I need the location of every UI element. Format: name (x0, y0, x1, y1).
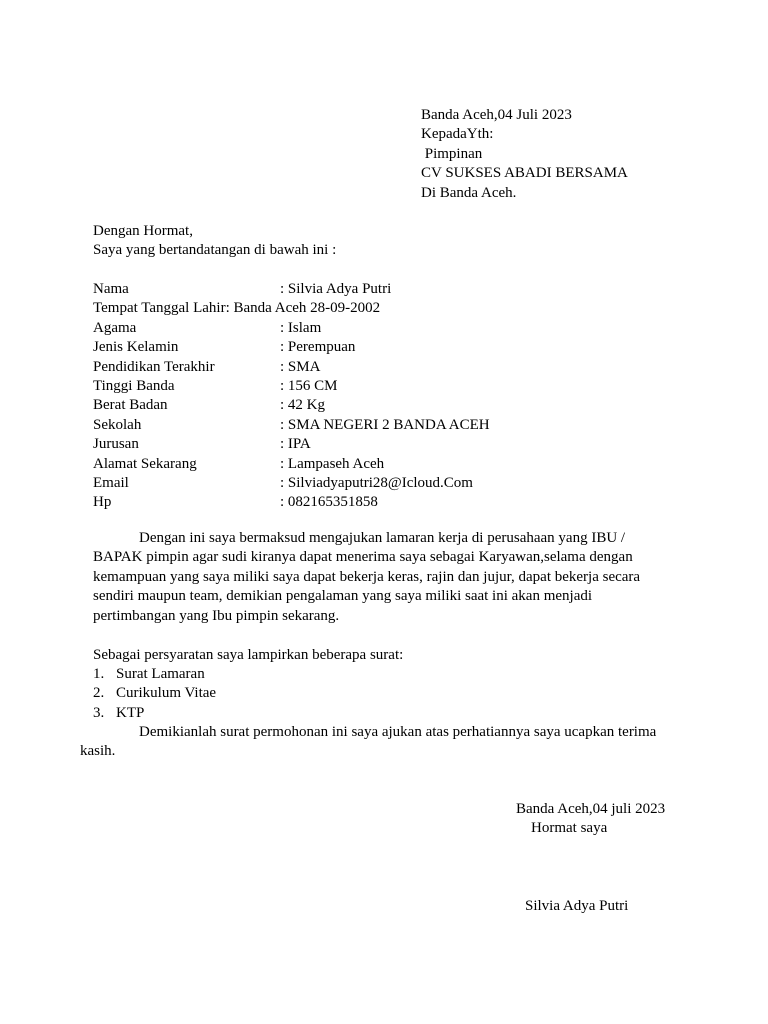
body-paragraph (93, 529, 640, 626)
info-row-education (93, 358, 693, 377)
intro-line: Saya yang bertandatangan di bawah ini : (93, 242, 337, 259)
info-row-major (93, 435, 693, 454)
list-number: 3. (93, 704, 105, 721)
opening-block (93, 222, 336, 261)
info-label: Tinggi Banda (93, 377, 175, 394)
info-row-phone (93, 493, 693, 512)
info-value: : Islam (280, 319, 322, 336)
signature-regards: Hormat saya (531, 820, 608, 836)
list-text: KTP (116, 704, 145, 721)
body-line: BAPAK pimpin agar sudi kiranya dapat menerima saya sebagai Karyawan,selama dengan (93, 549, 633, 566)
list-item (93, 665, 393, 684)
closing-line: Demikianlah surat permohonan ini saya ajukan atas perhatiannya saya ucapkan terima (139, 724, 657, 740)
body-line: pertimbangan yang Ibu pimpin sekarang. (93, 607, 340, 624)
info-label: Pendidikan Terakhir (93, 358, 215, 375)
info-value: : 156 CM (280, 377, 338, 394)
recipient-title: Pimpinan (421, 145, 483, 162)
list-text: Surat Lamaran (116, 666, 205, 682)
attachments-intro: Sebagai persyaratan saya lampirkan beberapa surat: (93, 647, 404, 663)
info-label: Nama (93, 281, 129, 297)
info-label: Email (93, 474, 129, 491)
signature-date: Banda Aceh,04 juli 2023 (516, 801, 666, 817)
info-value: : SMA (280, 358, 321, 375)
info-label: Jenis Kelamin (93, 339, 179, 356)
letter-date: Banda Aceh,04 Juli 2023 (421, 107, 572, 123)
info-row-weight (93, 396, 693, 415)
info-value: : Lampaseh Aceh (280, 455, 385, 472)
info-row-school (93, 416, 693, 435)
info-row-height (93, 377, 693, 396)
body-line: kemampuan yang saya miliki saya dapat bekerja keras, rajin dan jujur, dapat bekerja secara (93, 568, 641, 585)
list-item (93, 684, 393, 703)
info-row-gender (93, 338, 693, 357)
personal-info-list (93, 280, 693, 513)
info-label: Jurusan (93, 436, 139, 453)
info-value: : SMA NEGERI 2 BANDA ACEH (280, 416, 490, 433)
info-value: : IPA (280, 436, 311, 453)
info-label: Tempat Tanggal Lahir: Banda Aceh 28-09-2002 (93, 300, 381, 317)
info-row-birth (93, 299, 693, 318)
list-number: 2. (93, 685, 105, 702)
info-label: Berat Badan (93, 397, 168, 414)
closing-line: kasih. (80, 743, 116, 760)
info-value: : 42 Kg (280, 397, 325, 414)
info-value: : 082165351858 (280, 494, 378, 511)
body-line: Dengan ini saya bermaksud mengajukan lamaran kerja di perusahaan yang IBU / (139, 530, 626, 546)
attachments-block (93, 646, 403, 665)
info-value: : Silvia Adya Putri (280, 281, 392, 297)
info-label: Agama (93, 319, 137, 336)
info-label: Sekolah (93, 416, 142, 433)
info-label: Alamat Sekarang (93, 455, 197, 472)
recipient-block (421, 106, 628, 203)
greeting: Dengan Hormat, (93, 223, 193, 239)
info-row-address (93, 455, 693, 474)
body-line: sendiri maupun team, demikian pengalaman yang saya miliki saat ini akan menjadi (93, 588, 593, 605)
closing-paragraph (80, 723, 656, 762)
info-value: : Silviadyaputri28@Icloud.Com (280, 474, 473, 491)
info-row-name (93, 280, 693, 299)
info-label: Hp (93, 494, 112, 511)
list-number: 1. (93, 666, 105, 682)
list-text: Curikulum Vitae (116, 685, 217, 702)
recipient-salutation: KepadaYth: (421, 126, 494, 143)
attachments-list (93, 665, 393, 723)
info-value: : Perempuan (280, 339, 356, 356)
recipient-location: Di Banda Aceh. (421, 184, 517, 201)
signature-name: Silvia Adya Putri (525, 898, 629, 914)
list-item (93, 704, 393, 723)
info-row-religion (93, 319, 693, 338)
info-row-email (93, 474, 693, 493)
recipient-company: CV SUKSES ABADI BERSAMA (421, 165, 628, 182)
